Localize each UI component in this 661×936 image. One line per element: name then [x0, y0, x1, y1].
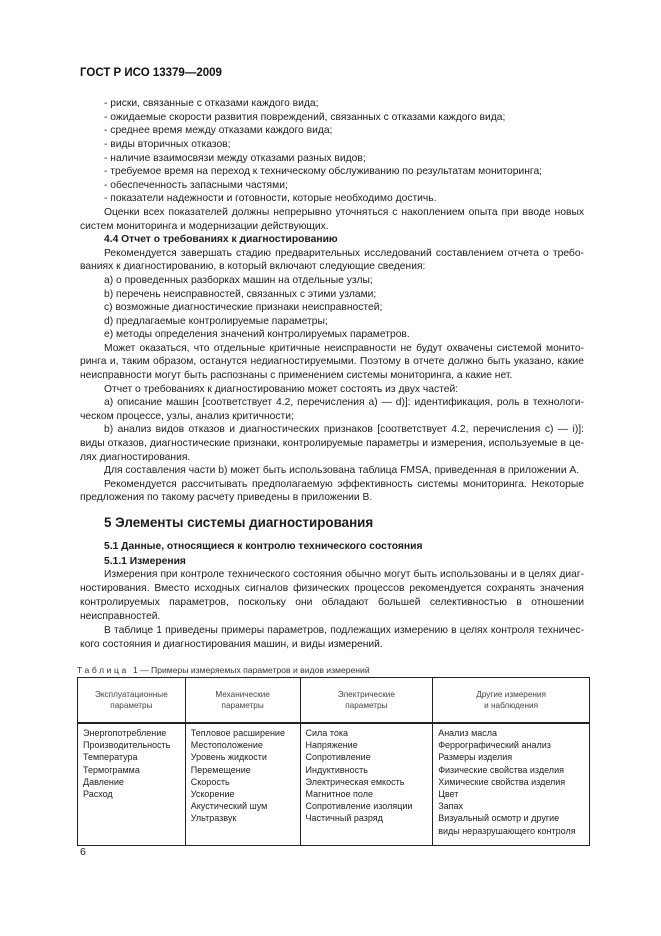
text-line: Может оказаться, что отдельные критичные неисправности не будут охвачены системой монито- — [104, 342, 584, 354]
text-line: кого состояния и диагностирования машин, и виды измерений. — [80, 639, 383, 650]
cell-entry: Индуктивность — [305, 764, 368, 775]
heading-5-1-1: 5.1.1 Измерения — [104, 556, 186, 567]
cell-entry: Тепловое расширение — [190, 728, 285, 738]
cell-entry: Запах — [438, 801, 464, 812]
text-line: неисправностей. — [80, 611, 161, 622]
list-item: - обеспеченность запасными частями; — [104, 179, 288, 191]
cell-entry: Магнитное поле — [305, 789, 373, 800]
list-item: - риски, связанные с отказами каждого вида; — [104, 98, 319, 110]
text-line: неисправности могут быть распознаны с применением системы мониторинга, а какие нет. — [80, 370, 513, 382]
risk-factors-list — [80, 97, 584, 206]
paragraph-parts — [80, 383, 584, 397]
list-item: - требуемое время на переход к техническому обслуживанию по результатам мониторинга; — [104, 166, 543, 178]
paragraph-estimates — [80, 206, 584, 233]
text-line: ринга и, таким образом, останутся недиагностируемыми. Поэтому в отчете должно быть указано, какие — [80, 356, 584, 368]
cell-entry: Перемещение — [190, 764, 251, 775]
cell-entry: Размеры изделия — [438, 752, 513, 763]
list-item: - наличие взаимосвязи между отказами разных видов; — [104, 152, 366, 164]
paragraph-may — [80, 342, 584, 383]
paragraph-fmsa — [80, 464, 584, 478]
cell-entry: Расход — [83, 789, 113, 800]
paragraph-part-a — [80, 396, 584, 423]
paragraph-efficiency — [80, 478, 584, 505]
paragraph-table-intro — [80, 624, 584, 652]
list-item: - показатели надежности и готовности, которые необходимо достичь. — [104, 193, 437, 205]
cell-other — [433, 723, 590, 845]
cell-entry: Давление — [83, 776, 124, 787]
cell-entry: Цвет — [438, 789, 459, 800]
paragraph-measurements — [80, 568, 584, 624]
document-header: ГОСТ Р ИСО 13379—2009 — [80, 67, 222, 79]
page-number: 6 — [80, 846, 86, 858]
text-line: систем мониторинга и модернизации действующих. — [80, 220, 329, 232]
text-line: Рекомендуется рассчитывать предполагаемую эффективность системы мониторинга. Некоторые — [104, 478, 584, 490]
table-caption — [77, 664, 370, 676]
list-item: - ожидаемые скорости развития повреждений, связанных с отказами каждого вида; — [104, 111, 506, 123]
list-item: a) о проведенных разборках машин на отдельные узлы; — [104, 274, 373, 286]
text-line: ностирования. Вместо исходных сигналов физических процессов рекомендуется сохранять значения — [80, 583, 584, 594]
text-line: лях диагностирования. — [80, 451, 191, 463]
cell-operational — [78, 723, 186, 845]
cell-entry: Частичный разряд — [305, 813, 383, 824]
paragraph-part-b — [80, 423, 584, 464]
cell-entry: Акустический шум — [190, 801, 268, 812]
cell-entry: Сопротивление — [305, 752, 371, 763]
heading-5-1: 5.1 Данные, относящиеся к контролю технического состояния — [104, 541, 423, 552]
cell-entry: виды неразрушающего контроля — [438, 825, 576, 836]
cell-entry: Визуальный осмотр и другие — [438, 813, 560, 824]
header-electrical: Электрические параметры — [300, 678, 433, 724]
table-label: Таблица — [77, 665, 129, 675]
list-item: c) возможные диагностические признаки неисправностей; — [104, 302, 383, 314]
text-line: ваниях к диагностированию, в который включают следующие сведения: — [80, 261, 426, 273]
cell-entry: Физические свойства изделия — [438, 764, 564, 775]
cell-entry: Термограмма — [83, 764, 140, 775]
table-header-row — [78, 678, 590, 724]
list-item: - виды вторичных отказов; — [104, 138, 231, 150]
text-line: Рекомендуется завершать стадию предварительных исследований составлением отчета о требо- — [104, 247, 584, 259]
list-item: - среднее время между отказами каждого вида; — [104, 125, 333, 137]
header-mechanical: Механические параметры — [185, 678, 300, 724]
report-items-list — [80, 274, 584, 342]
text-line: предложения по такому расчету приведены в приложении B. — [80, 492, 373, 504]
heading-section-5: 5 Элементы системы диагностирования — [104, 515, 374, 530]
text-line: Для составления части b) может быть использована таблица FMSA, приведенная в приложении A. — [104, 465, 580, 477]
section-5-text — [80, 568, 584, 652]
text-line: контролируемых параметров, поскольку они обладают большей селективностью в отношении — [80, 597, 584, 608]
heading-4-4: 4.4 Отчет о требованиях к диагностированию — [104, 234, 338, 246]
cell-entry: Ультразвук — [190, 813, 237, 824]
header-operational: Эксплуатационные параметры — [78, 678, 186, 724]
cell-entry: Анализ масла — [438, 728, 498, 738]
text-line: виды отказов, диагностические признаки, контролируемые параметры и измерения, используемые в це- — [80, 438, 584, 450]
text-line: Отчет о требованиях к диагностированию может состоять из двух частей: — [104, 383, 459, 395]
measurement-table — [77, 677, 590, 846]
table-caption-text: 1 — Примеры измеряемых параметров и видов измерений — [132, 665, 370, 675]
cell-entry: Температура — [83, 752, 138, 763]
list-item: e) методы определения значений контролируемых параметров. — [104, 329, 410, 341]
cell-entry: Скорость — [190, 776, 230, 787]
cell-entry: Напряжение — [305, 740, 358, 751]
text-line: Оценки всех показателей должны непрерывно уточняться с накоплением опыта при вводе новых — [104, 206, 584, 218]
text-line: b) анализ видов отказов и диагностических признаков [соответствует 4.2, перечисления c) — i)]: — [104, 424, 584, 436]
cell-entry: Уровень жидкости — [190, 752, 267, 763]
cell-entry: Местоположение — [190, 740, 263, 751]
text-line: В таблице 1 приведены примеры параметров, подлежащих измерению в целях контроля техничес- — [104, 625, 584, 636]
cell-entry: Сила тока — [305, 728, 348, 738]
list-item: d) предлагаемые контролируемые параметры; — [104, 315, 328, 327]
cell-entry: Феррографический анализ — [438, 740, 551, 751]
cell-entry: Энергопотребление — [83, 728, 167, 738]
cell-entry: Ускорение — [190, 789, 235, 800]
cell-entry: Электрическая емкость — [305, 776, 405, 787]
cell-entry: Сопротивление изоляции — [305, 801, 413, 812]
cell-electrical — [300, 723, 433, 845]
cell-entry: Производительность — [83, 740, 171, 751]
table-row — [78, 723, 590, 845]
header-other: Другие измерения и наблюдения — [433, 678, 590, 724]
text-line: ческом процессе, узлы, анализ критичности; — [80, 410, 294, 422]
list-item: b) перечень неисправностей, связанных с этими узлами; — [104, 288, 377, 300]
paragraph-recommend — [80, 247, 584, 274]
section-4-text — [80, 97, 584, 505]
text-line: a) описание машин [соответствует 4.2, перечисления a) — d)]: идентификация, роль в технологи- — [104, 397, 584, 409]
cell-entry: Химические свойства изделия — [438, 776, 566, 787]
cell-mechanical — [185, 723, 300, 845]
text-line: Измерения при контроле технического состояния обычно могут быть использованы и в целях диаг- — [104, 569, 584, 580]
